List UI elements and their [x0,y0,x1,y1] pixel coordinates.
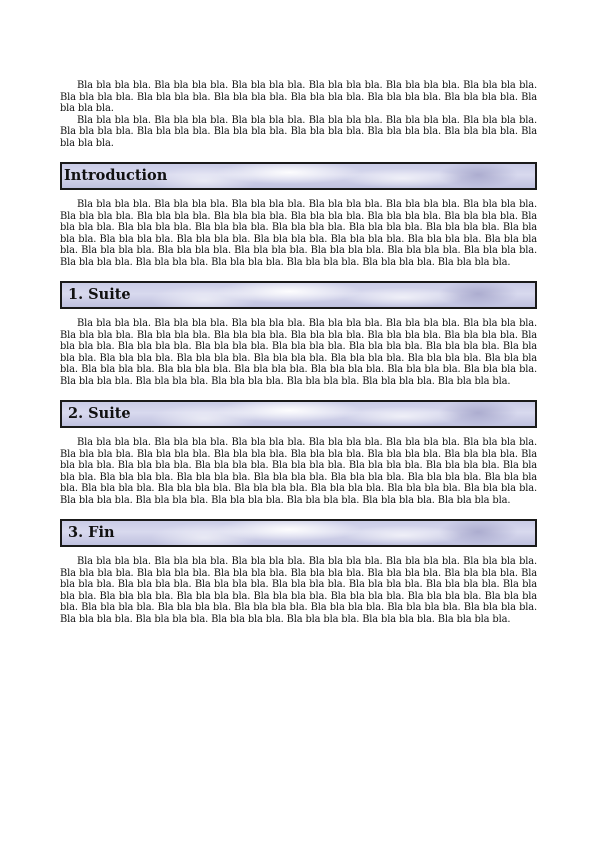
section-heading-fin [60,519,537,547]
section-heading-suite-2 [60,400,537,428]
page-content [60,80,537,625]
section-title: 3. Fin [68,524,115,541]
section-heading-suite-1 [60,281,537,309]
section-title: 1. Suite [68,286,131,303]
intro-paragraph-1: Bla bla bla bla. Bla bla bla bla. Bla bla bla bla. Bla bla bla bla. Bla bla bla bla. Bla bla bla bla. Bla bla bla bla. Bla bla bla bla. Bla bla bla bla. Bla bla bla bla. Bla bla bla bla. Bla bla bla bla. Bla bla bla bla. [60,80,537,114]
section-paragraph: Bla bla bla bla. Bla bla bla bla. Bla bla bla bla. Bla bla bla bla. Bla bla bla bla. Bla bla bla bla. Bla bla bla bla. Bla bla bla bla. Bla bla bla bla. Bla bla bla bla. Bla bla bla bla. Bla bla bla bla. Bla bla bla bla. Bla bla bla bla. Bla bla bla bla. Bla bla bla bla. Bla bla bla bla. Bla bla bla bla. Bla bla bla bla. Bla bla bla bla. Bla bla bla bla. Bla bla bla bla. Bla bla bla bla. Bla bla bla bla. Bla bla bla bla. Bla bla bla bla. Bla bla bla bla. Bla bla bla bla. Bla bla bla bla. Bla bla bla bla. Bla bla bla bla. Bla bla bla bla. Bla bla bla bla. Bla bla bla bla. Bla bla bla bla. Bla bla bla bla. Bla bla bla bla. [60,556,537,625]
section-paragraph: Bla bla bla bla. Bla bla bla bla. Bla bla bla bla. Bla bla bla bla. Bla bla bla bla. Bla bla bla bla. Bla bla bla bla. Bla bla bla bla. Bla bla bla bla. Bla bla bla bla. Bla bla bla bla. Bla bla bla bla. Bla bla bla bla. Bla bla bla bla. Bla bla bla bla. Bla bla bla bla. Bla bla bla bla. Bla bla bla bla. Bla bla bla bla. Bla bla bla bla. Bla bla bla bla. Bla bla bla bla. Bla bla bla bla. Bla bla bla bla. Bla bla bla bla. Bla bla bla bla. Bla bla bla bla. Bla bla bla bla. Bla bla bla bla. Bla bla bla bla. Bla bla bla bla. Bla bla bla bla. Bla bla bla bla. Bla bla bla bla. Bla bla bla bla. Bla bla bla bla. Bla bla bla bla. [60,199,537,268]
intro-paragraph-2: Bla bla bla bla. Bla bla bla bla. Bla bla bla bla. Bla bla bla bla. Bla bla bla bla. Bla bla bla bla. Bla bla bla bla. Bla bla bla bla. Bla bla bla bla. Bla bla bla bla. Bla bla bla bla. Bla bla bla bla. Bla bla bla bla. [60,114,537,149]
section-paragraph: Bla bla bla bla. Bla bla bla bla. Bla bla bla bla. Bla bla bla bla. Bla bla bla bla. Bla bla bla bla. Bla bla bla bla. Bla bla bla bla. Bla bla bla bla. Bla bla bla bla. Bla bla bla bla. Bla bla bla bla. Bla bla bla bla. Bla bla bla bla. Bla bla bla bla. Bla bla bla bla. Bla bla bla bla. Bla bla bla bla. Bla bla bla bla. Bla bla bla bla. Bla bla bla bla. Bla bla bla bla. Bla bla bla bla. Bla bla bla bla. Bla bla bla bla. Bla bla bla bla. Bla bla bla bla. Bla bla bla bla. Bla bla bla bla. Bla bla bla bla. Bla bla bla bla. Bla bla bla bla. Bla bla bla bla. Bla bla bla bla. Bla bla bla bla. Bla bla bla bla. Bla bla bla bla. [60,437,537,506]
section-paragraph: Bla bla bla bla. Bla bla bla bla. Bla bla bla bla. Bla bla bla bla. Bla bla bla bla. Bla bla bla bla. Bla bla bla bla. Bla bla bla bla. Bla bla bla bla. Bla bla bla bla. Bla bla bla bla. Bla bla bla bla. Bla bla bla bla. Bla bla bla bla. Bla bla bla bla. Bla bla bla bla. Bla bla bla bla. Bla bla bla bla. Bla bla bla bla. Bla bla bla bla. Bla bla bla bla. Bla bla bla bla. Bla bla bla bla. Bla bla bla bla. Bla bla bla bla. Bla bla bla bla. Bla bla bla bla. Bla bla bla bla. Bla bla bla bla. Bla bla bla bla. Bla bla bla bla. Bla bla bla bla. Bla bla bla bla. Bla bla bla bla. Bla bla bla bla. Bla bla bla bla. Bla bla bla bla. [60,318,537,387]
section-title: 2. Suite [68,405,131,422]
section-title: Introduction [64,167,168,184]
section-heading-introduction [60,162,537,190]
